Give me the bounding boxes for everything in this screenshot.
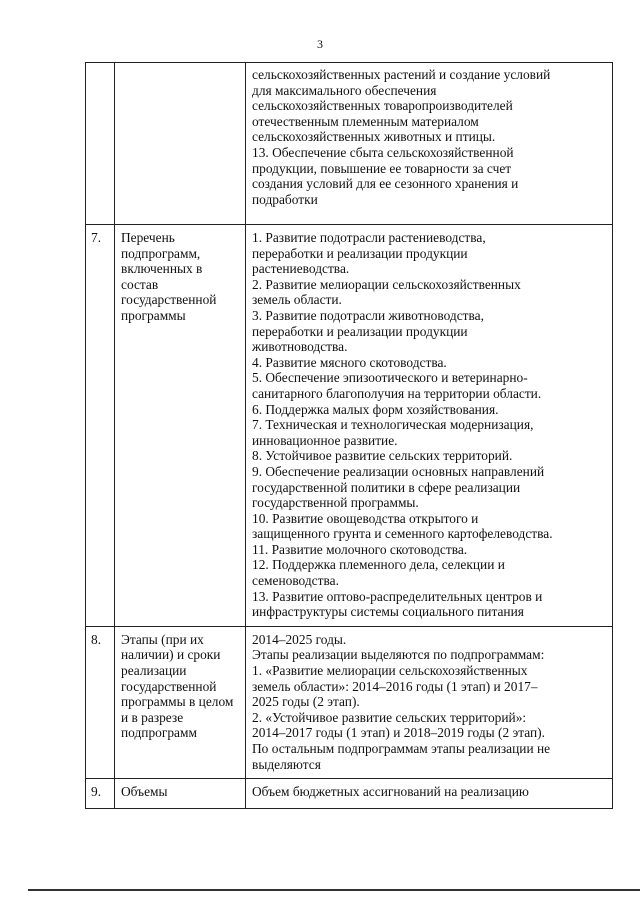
value-line: подработки	[252, 191, 318, 207]
value-line: Объем бюджетных ассигнований на реализацию	[252, 784, 529, 800]
row-number-cell: 9.	[86, 779, 115, 809]
value-line: сельскохозяйственных растений и создание условий	[252, 67, 551, 82]
value-line: защищенного грунта и семенного картофелеводства.	[252, 526, 553, 542]
value-line: 8. Устойчивое развитие сельских территорий.	[252, 448, 513, 464]
table-row	[86, 225, 613, 627]
value-line: земель области»: 2014–2016 годы (1 этап) и 2017–	[252, 678, 538, 694]
name-line: включенных в	[121, 261, 203, 277]
value-line: инновационное развитие.	[252, 432, 398, 448]
table-row	[86, 626, 613, 778]
value-line: продукции, повышение ее товарности за счет	[252, 160, 512, 176]
row-number-cell: 7.	[86, 225, 115, 627]
value-line: 1. Развитие подотрасли растениеводства,	[252, 230, 486, 245]
value-line: переработки и реализации продукции	[252, 323, 468, 339]
value-line: 4. Развитие мясного скотоводства.	[252, 354, 447, 370]
value-line: санитарного благополучия на территории области.	[252, 385, 542, 401]
value-line: По остальным подпрограммам этапы реализации не	[252, 741, 551, 756]
value-line: создания условий для ее сезонного хранения и	[252, 176, 519, 192]
name-line: подпрограмм	[121, 725, 197, 741]
name-line: программы в целом	[121, 694, 234, 710]
row-number-cell: 8.	[86, 626, 115, 778]
name-line: программы	[121, 307, 186, 323]
value-line: выделяются	[252, 756, 321, 772]
page-number: 3	[317, 37, 323, 51]
value-line: 13. Развитие оптово-распределительных центров и	[252, 588, 543, 604]
row-value-cell	[246, 225, 613, 627]
row-value-cell	[246, 626, 613, 778]
row-name-cell	[115, 225, 246, 627]
value-line: переработки и реализации продукции	[252, 245, 468, 261]
table-row	[86, 779, 613, 809]
value-line: 12. Поддержка племенного дела, селекции и	[252, 557, 505, 573]
value-line: сельскохозяйственных животных и птицы.	[252, 129, 496, 145]
value-line: 11. Развитие молочного скотоводства.	[252, 541, 468, 557]
name-line: государственной	[121, 292, 217, 308]
name-line: реализации	[121, 663, 187, 679]
value-line: для максимального обеспечения	[252, 82, 437, 98]
value-line: сельскохозяйственных товаропроизводителей	[252, 98, 513, 114]
row-value-cell	[246, 63, 613, 225]
row-number-cell	[86, 63, 115, 225]
value-line: Этапы реализации выделяются по подпрограммам:	[252, 647, 545, 663]
row-name-cell	[115, 779, 246, 809]
value-line: животноводства.	[252, 339, 348, 355]
value-line: семеноводства.	[252, 573, 339, 589]
value-line: 5. Обеспечение эпизоотического и ветеринарно-	[252, 370, 528, 386]
program-passport-table	[85, 62, 613, 809]
value-line: 1. «Развитие мелиорации сельскохозяйственных	[252, 663, 528, 679]
value-line: инфраструктуры системы социального питания	[252, 604, 524, 620]
value-line: растениеводства.	[252, 261, 350, 277]
value-line: 3. Развитие подотрасли животноводства,	[252, 307, 484, 323]
value-line: 9. Обеспечение реализации основных направлений	[252, 463, 545, 479]
name-line: Объемы	[121, 784, 168, 800]
row-value-cell	[246, 779, 613, 809]
value-line: 2014–2025 годы.	[252, 631, 347, 647]
page-bottom-edge	[28, 889, 640, 891]
value-line: государственной программы.	[252, 495, 419, 511]
value-line: 2014–2017 годы (1 этап) и 2018–2019 годы (2 этап).	[252, 725, 545, 741]
value-line: 2025 годы (2 этап).	[252, 694, 360, 710]
name-line: наличии) и сроки	[121, 647, 221, 663]
row-name-cell	[115, 63, 246, 225]
value-line: 10. Развитие овощеводства открытого и	[252, 510, 479, 526]
value-line: 2. «Устойчивое развитие сельских территорий»:	[252, 709, 527, 725]
value-line: государственной политики в сфере реализации	[252, 479, 521, 495]
name-line: Этапы (при их	[121, 631, 204, 647]
name-line: государственной	[121, 678, 217, 694]
value-line: 2. Развитие мелиорации сельскохозяйственных	[252, 276, 521, 292]
value-line: 7. Техническая и технологическая модернизация,	[252, 417, 534, 433]
value-line: отечественным племенным материалом	[252, 113, 479, 129]
value-line: земель области.	[252, 292, 342, 308]
name-line: и в разрезе	[121, 709, 184, 725]
value-line: 6. Поддержка малых форм хозяйствования.	[252, 401, 499, 417]
row-name-cell	[115, 626, 246, 778]
name-line: подпрограмм,	[121, 245, 201, 261]
name-line: Перечень	[121, 230, 175, 245]
table-row	[86, 63, 613, 225]
table-body	[86, 63, 613, 809]
value-line: 13. Обеспечение сбыта сельскохозяйственной	[252, 144, 514, 160]
name-line: состав	[121, 276, 159, 292]
